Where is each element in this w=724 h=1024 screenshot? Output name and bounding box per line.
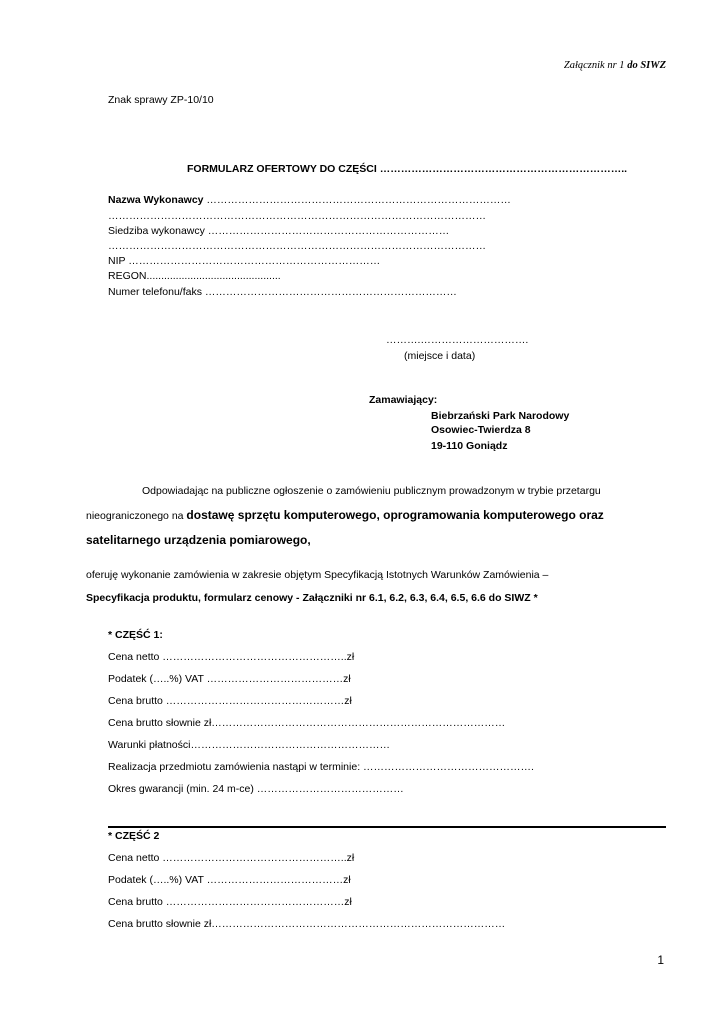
intro-line-5: Specyfikacja produktu, formularz cenowy - Załączniki nr 6.1, 6.2, 6.3, 6.4, 6.5, 6.6 do SIWZ * [86,592,538,604]
intro-line-4: oferuję wykonanie zamówienia w zakresie objętym Specyfikacją Istotnych Warunków Zamówienia – [86,569,549,581]
part1-vat: Podatek (…..%) VAT …………………………………zł [108,673,351,685]
place-date-label: (miejsce i data) [404,350,476,362]
attachment-prefix: Załącznik nr 1 [563,60,628,71]
part2-gross: Cena brutto ……………………………………………zł [108,896,352,908]
part1-net: Cena netto ……………………………………………..zł [108,651,355,663]
purchaser-name: Biebrzański Park Narodowy [431,410,570,422]
contractor-seat: Siedziba wykonawcy …………………………………………………………… [108,225,450,237]
contractor-name-label: Nazwa Wykonawcy [108,194,204,206]
purchaser-city: 19-110 Goniądz [431,440,508,452]
section-divider [108,826,666,828]
part1-heading: * CZĘŚĆ 1: [108,629,163,641]
part1-gross: Cena brutto ……………………………………………zł [108,695,352,707]
intro-line-2 [86,508,604,522]
part2-vat: Podatek (…..%) VAT …………………………………zł [108,874,351,886]
contractor-nip: NIP ……………………………………………………………… [108,255,381,267]
intro-line-2-prefix: nieograniczonego na [86,510,187,522]
attachment-label [564,60,666,71]
page-number: 1 [657,953,664,967]
place-date-dots: ……….…………………………. [386,334,529,346]
part2-heading: * CZĘŚĆ 2 [108,830,160,842]
intro-subject: dostawę sprzętu komputerowego, oprogramowania komputerowego oraz [186,508,604,522]
contractor-name-field: …………………………………………………………………………… [203,194,511,206]
contractor-regon: REGON.............................................. [108,270,281,282]
contractor-seat-line2: ……………………………………………………………………………………………… [108,240,486,252]
attachment-suffix: do SIWZ [627,60,666,71]
form-title: FORMULARZ OFERTOWY DO CZĘŚCI …………………………………………………………….. [187,163,628,175]
part2-gross-words: Cena brutto słownie zł………………………………………………………………………… [108,918,506,930]
part1-payment: Warunki płatności………………………………………………… [108,739,390,751]
contractor-name-line2: ……………………………………………………………………………………………… [108,210,486,222]
part1-warranty: Okres gwarancji (min. 24 m-ce) …………………………………… [108,783,404,795]
intro-line-3: satelitarnego urządzenia pomiarowego, [86,533,311,547]
contractor-name-row [108,194,511,206]
part2-net: Cena netto ……………………………………………..zł [108,852,355,864]
purchaser-street: Osowiec-Twierdza 8 [431,424,531,436]
contractor-phone: Numer telefonu/faks ……………………………………………………………… [108,286,457,298]
part1-gross-words: Cena brutto słownie zł………………………………………………………………………… [108,717,506,729]
case-reference: Znak sprawy ZP-10/10 [108,94,214,106]
intro-line-1: Odpowiadając na publiczne ogłoszenie o zamówieniu publicznym prowadzonym w trybie przetargu [142,485,601,497]
part1-delivery: Realizacja przedmiotu zamówienia nastąpi w terminie: …………………………………………. [108,761,534,773]
purchaser-label: Zamawiający: [369,394,438,406]
